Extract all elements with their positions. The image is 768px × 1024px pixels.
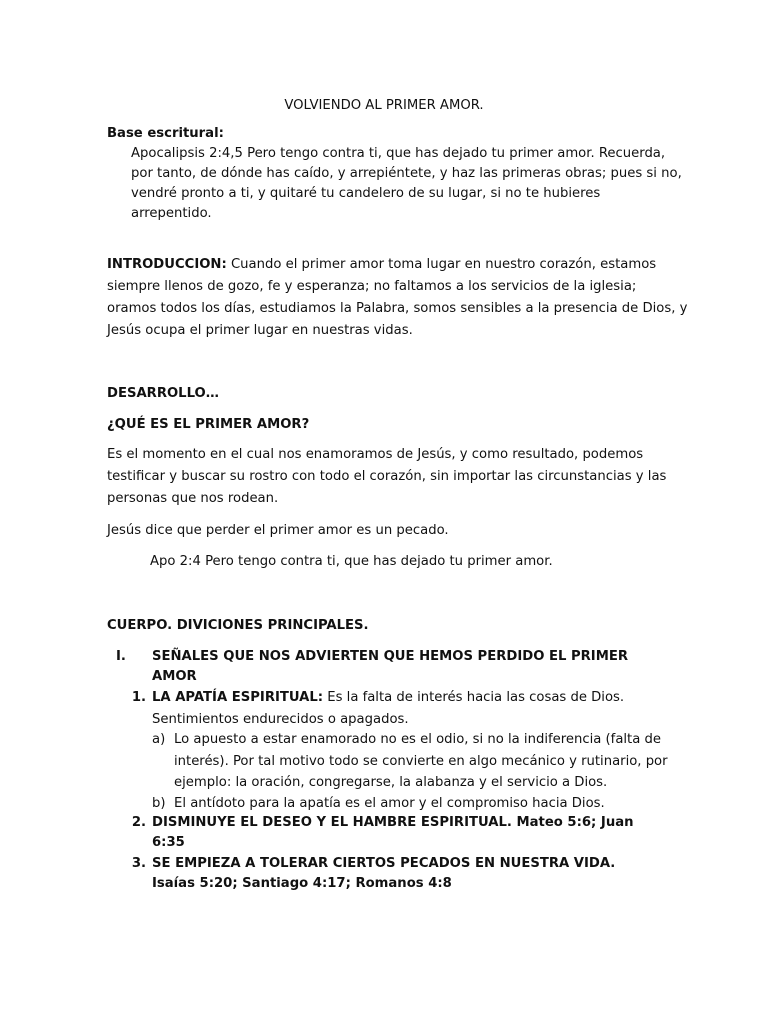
roman-numeral: I. — [116, 649, 126, 664]
item-number: 3. — [131, 856, 146, 871]
para-line: testificar y buscar su rostro con todo el corazón, sin importar las circunstancias y las — [107, 469, 667, 484]
sub-line: El antídoto para la apatía es el amor y el compromiso hacia Dios. — [174, 796, 605, 811]
intro-line: Jesús ocupa el primer lugar en nuestras vidas. — [107, 323, 413, 338]
cuerpo-heading: CUERPO. DIVICIONES PRINCIPALES. — [107, 618, 369, 633]
item-line: DISMINUYE EL DESEO Y EL HAMBRE ESPIRITUAL. Mateo 5:6; Juan — [152, 815, 634, 830]
sub-letter: a) — [152, 732, 166, 747]
sentence: Jesús dice que perder el primer amor es un pecado. — [107, 523, 449, 538]
item-line: Isaías 5:20; Santiago 4:17; Romanos 4:8 — [152, 876, 452, 891]
document-title: VOLVIENDO AL PRIMER AMOR. — [284, 98, 484, 113]
intro-line: siempre llenos de gozo, fe y esperanza; no faltamos a los servicios de la iglesia; — [107, 279, 637, 294]
base-line: Apocalipsis 2:4,5 Pero tengo contra ti, que has dejado tu primer amor. Recuerda, — [131, 146, 666, 161]
question-heading: ¿QUÉ ES EL PRIMER AMOR? — [107, 417, 310, 432]
intro-first-line — [107, 255, 656, 275]
sub-line: interés). Por tal motivo todo se convierte en algo mecánico y rutinario, por — [174, 754, 668, 769]
sub-letter: b) — [152, 796, 166, 811]
base-label: Base escritural: — [107, 126, 224, 141]
item-number: 1. — [131, 690, 146, 705]
item-line: SE EMPIEZA A TOLERAR CIERTOS PECADOS EN NUESTRA VIDA. — [152, 856, 616, 871]
item-text: Es la falta de interés hacia las cosas de Dios. — [323, 690, 625, 705]
base-line: arrepentido. — [131, 206, 212, 221]
item-label: LA APATÍA ESPIRITUAL: — [152, 690, 324, 705]
verse: Apo 2:4 Pero tengo contra ti, que has dejado tu primer amor. — [150, 554, 553, 569]
para-line: personas que nos rodean. — [107, 491, 279, 506]
intro-line: oramos todos los días, estudiamos la Palabra, somos sensibles a la presencia de Dios, y — [107, 301, 688, 316]
item-number: 2. — [131, 815, 146, 830]
item-first-line — [152, 688, 624, 708]
base-line: vendré pronto a ti, y quitaré tu candelero de su lugar, si no te hubieres — [131, 186, 601, 201]
desarrollo-heading: DESARROLLO… — [107, 386, 219, 401]
sub-line: Lo apuesto a estar enamorado no es el odio, si no la indiferencia (falta de — [174, 732, 661, 747]
item-cont: Sentimientos endurecidos o apagados. — [152, 712, 409, 727]
section-line: AMOR — [152, 669, 197, 684]
section-line: SEÑALES QUE NOS ADVIERTEN QUE HEMOS PERDIDO EL PRIMER — [152, 649, 629, 664]
sub-line: ejemplo: la oración, congregarse, la alabanza y el servicio a Dios. — [174, 775, 608, 790]
intro-first-text: Cuando el primer amor toma lugar en nuestro corazón, estamos — [226, 257, 657, 272]
para-line: Es el momento en el cual nos enamoramos de Jesús, y como resultado, podemos — [107, 447, 644, 462]
intro-label: INTRODUCCION: — [107, 257, 227, 272]
item-line: 6:35 — [152, 835, 185, 850]
base-line: por tanto, de dónde has caído, y arrepiéntete, y haz las primeras obras; pues si no, — [131, 166, 682, 181]
